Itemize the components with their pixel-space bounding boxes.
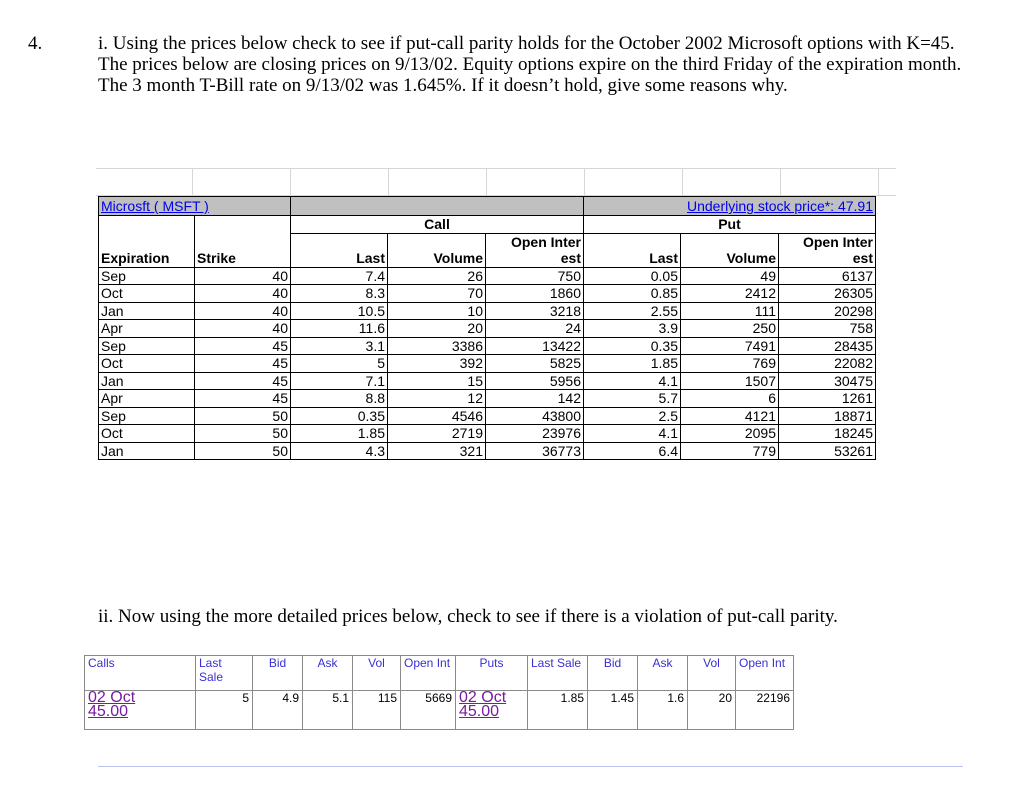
put-volume-cell: 7491 — [681, 337, 779, 355]
call-bid: 4.9 — [253, 691, 303, 730]
put-open-int-header: Open Int — [736, 656, 794, 691]
table-row — [99, 425, 876, 443]
strike-cell: 40 — [195, 302, 291, 320]
expiration-cell: Sep — [99, 407, 195, 425]
expiration-cell: Oct — [99, 355, 195, 373]
strike-cell: 40 — [195, 285, 291, 303]
call-open-interest-cell: 13422 — [486, 337, 584, 355]
put-volume-cell: 779 — [681, 442, 779, 460]
strike-cell: 40 — [195, 267, 291, 285]
put-oi-header-top: Open Inter — [779, 233, 876, 250]
call-ask-header: Ask — [303, 656, 353, 691]
call-open-interest-cell: 24 — [486, 320, 584, 338]
put-open-interest-cell: 18871 — [779, 407, 876, 425]
call-last-cell: 8.3 — [291, 285, 388, 303]
call-put-label-row — [99, 216, 876, 234]
call-contract-link[interactable]: 02 Oct 45.00 — [85, 691, 196, 730]
call-last-cell: 11.6 — [291, 320, 388, 338]
call-oi-header-top: Open Inter — [486, 233, 584, 250]
call-open-interest-cell: 43800 — [486, 407, 584, 425]
expiration-cell: Oct — [99, 285, 195, 303]
call-volume-cell: 15 — [388, 372, 486, 390]
put-open-int: 22196 — [736, 691, 794, 730]
put-last-cell: 0.85 — [584, 285, 681, 303]
call-open-interest-cell: 1860 — [486, 285, 584, 303]
table-row — [99, 372, 876, 390]
expiration-cell: Oct — [99, 425, 195, 443]
column-header-row — [99, 250, 876, 267]
strike-cell: 45 — [195, 372, 291, 390]
put-last-sale: 1.85 — [528, 691, 588, 730]
spreadsheet-gridlines — [96, 168, 896, 196]
call-last-cell: 7.1 — [291, 372, 388, 390]
underlying-price-link[interactable]: Underlying stock price*: 47.91 — [687, 198, 873, 214]
put-volume-cell: 1507 — [681, 372, 779, 390]
call-last-cell: 1.85 — [291, 425, 388, 443]
call-volume-cell: 3386 — [388, 337, 486, 355]
expiration-cell: Jan — [99, 302, 195, 320]
oi-header-row — [99, 233, 876, 250]
put-bid: 1.45 — [588, 691, 638, 730]
call-volume-cell: 70 — [388, 285, 486, 303]
table-row — [99, 442, 876, 460]
call-open-interest-cell: 36773 — [486, 442, 584, 460]
detailed-quote-table — [84, 655, 794, 730]
strike-cell: 50 — [195, 442, 291, 460]
put-bid-header: Bid — [588, 656, 638, 691]
put-last-sale-header: Last Sale — [528, 656, 588, 691]
table-row — [99, 407, 876, 425]
put-last-cell: 4.1 — [584, 425, 681, 443]
put-last-cell: 6.4 — [584, 442, 681, 460]
call-last-cell: 7.4 — [291, 267, 388, 285]
call-volume-cell: 10 — [388, 302, 486, 320]
call-volume-cell: 321 — [388, 442, 486, 460]
call-last-cell: 5 — [291, 355, 388, 373]
put-open-interest-cell: 22082 — [779, 355, 876, 373]
call-last-cell: 0.35 — [291, 407, 388, 425]
question-part2-text: ii. Now using the more detailed prices below, check to see if there is a violation of put-call parity. — [98, 606, 838, 627]
put-vol-header: Vol — [688, 656, 736, 691]
put-open-interest-cell: 26305 — [779, 285, 876, 303]
put-volume-cell: 6 — [681, 390, 779, 408]
put-open-interest-cell: 53261 — [779, 442, 876, 460]
put-open-interest-cell: 20298 — [779, 302, 876, 320]
strike-cell: 50 — [195, 425, 291, 443]
strike-header: Strike — [195, 250, 291, 267]
call-open-interest-cell: 5825 — [486, 355, 584, 373]
expiration-header: Expiration — [99, 250, 195, 267]
put-last-cell: 0.35 — [584, 337, 681, 355]
call-last-sale-header: Last Sale — [196, 656, 253, 691]
table-row — [99, 267, 876, 285]
call-open-int: 5669 — [401, 691, 456, 730]
quote-header-row — [85, 656, 794, 691]
table-row — [99, 390, 876, 408]
call-open-interest-cell: 750 — [486, 267, 584, 285]
put-ask-header: Ask — [638, 656, 688, 691]
put-open-interest-cell: 6137 — [779, 267, 876, 285]
put-vol: 20 — [688, 691, 736, 730]
expiration-cell: Jan — [99, 442, 195, 460]
put-last-cell: 2.5 — [584, 407, 681, 425]
put-last-header: Last — [584, 250, 681, 267]
put-open-interest-cell: 28435 — [779, 337, 876, 355]
puts-header: Puts — [456, 656, 528, 691]
call-last-header: Last — [291, 250, 388, 267]
put-open-interest-cell: 18245 — [779, 425, 876, 443]
table-row — [99, 285, 876, 303]
put-volume-cell: 250 — [681, 320, 779, 338]
call-volume-cell: 26 — [388, 267, 486, 285]
calls-header: Calls — [85, 656, 196, 691]
put-label: Put — [584, 216, 876, 234]
quote-data-row — [85, 691, 794, 730]
expiration-cell: Apr — [99, 320, 195, 338]
put-open-interest-cell: 1261 — [779, 390, 876, 408]
put-last-cell: 4.1 — [584, 372, 681, 390]
call-last-cell: 10.5 — [291, 302, 388, 320]
table-row — [99, 337, 876, 355]
put-volume-cell: 2095 — [681, 425, 779, 443]
strike-cell: 45 — [195, 337, 291, 355]
put-last-cell: 5.7 — [584, 390, 681, 408]
expiration-cell: Sep — [99, 337, 195, 355]
question-number: 4. — [28, 33, 43, 54]
call-volume-cell: 2719 — [388, 425, 486, 443]
put-volume-cell: 769 — [681, 355, 779, 373]
table-row — [99, 355, 876, 373]
call-vol-header: Vol — [353, 656, 401, 691]
table-title-row — [99, 197, 876, 216]
put-volume-cell: 111 — [681, 302, 779, 320]
call-volume-cell: 12 — [388, 390, 486, 408]
call-ask: 5.1 — [303, 691, 353, 730]
call-open-interest-cell: 142 — [486, 390, 584, 408]
call-open-interest-cell: 3218 — [486, 302, 584, 320]
expiration-cell: Apr — [99, 390, 195, 408]
question-part1-text: i. Using the prices below check to see if put-call parity holds for the October 2002 Microsoft options with K=45. The prices below are closing prices on 9/13/02. Equity options expire on the third Friday of the expiration month. The 3 month T-Bill rate on 9/13/02 was 1.645%. If it doesn’t hold, give some reasons why. — [98, 33, 962, 96]
expiration-cell: Jan — [99, 372, 195, 390]
put-volume-header: Volume — [681, 250, 779, 267]
put-volume-cell: 2412 — [681, 285, 779, 303]
put-ask: 1.6 — [638, 691, 688, 730]
call-volume-cell: 20 — [388, 320, 486, 338]
call-volume-cell: 4546 — [388, 407, 486, 425]
call-label: Call — [291, 216, 584, 234]
strike-cell: 45 — [195, 390, 291, 408]
call-open-interest-cell: 5956 — [486, 372, 584, 390]
call-oi-header-bottom: est — [486, 250, 584, 267]
put-oi-header-bottom: est — [779, 250, 876, 267]
strike-cell: 50 — [195, 407, 291, 425]
put-last-cell: 2.55 — [584, 302, 681, 320]
expiration-cell: Sep — [99, 267, 195, 285]
call-open-interest-cell: 23976 — [486, 425, 584, 443]
call-vol: 115 — [353, 691, 401, 730]
put-volume-cell: 4121 — [681, 407, 779, 425]
table-row — [99, 302, 876, 320]
table-row — [99, 320, 876, 338]
put-volume-cell: 49 — [681, 267, 779, 285]
put-contract-link[interactable]: 02 Oct 45.00 — [456, 691, 528, 730]
call-last-cell: 4.3 — [291, 442, 388, 460]
put-last-cell: 1.85 — [584, 355, 681, 373]
put-open-interest-cell: 30475 — [779, 372, 876, 390]
call-volume-header: Volume — [388, 250, 486, 267]
call-open-int-header: Open Int — [401, 656, 456, 691]
ticker-link[interactable]: Microsft ( MSFT ) — [101, 198, 209, 214]
put-open-interest-cell: 758 — [779, 320, 876, 338]
call-last-sale: 5 — [196, 691, 253, 730]
call-last-cell: 3.1 — [291, 337, 388, 355]
put-last-cell: 3.9 — [584, 320, 681, 338]
strike-cell: 40 — [195, 320, 291, 338]
strike-cell: 45 — [195, 355, 291, 373]
call-bid-header: Bid — [253, 656, 303, 691]
call-last-cell: 8.8 — [291, 390, 388, 408]
page-divider — [98, 766, 963, 767]
options-table — [98, 196, 876, 460]
put-last-cell: 0.05 — [584, 267, 681, 285]
call-volume-cell: 392 — [388, 355, 486, 373]
